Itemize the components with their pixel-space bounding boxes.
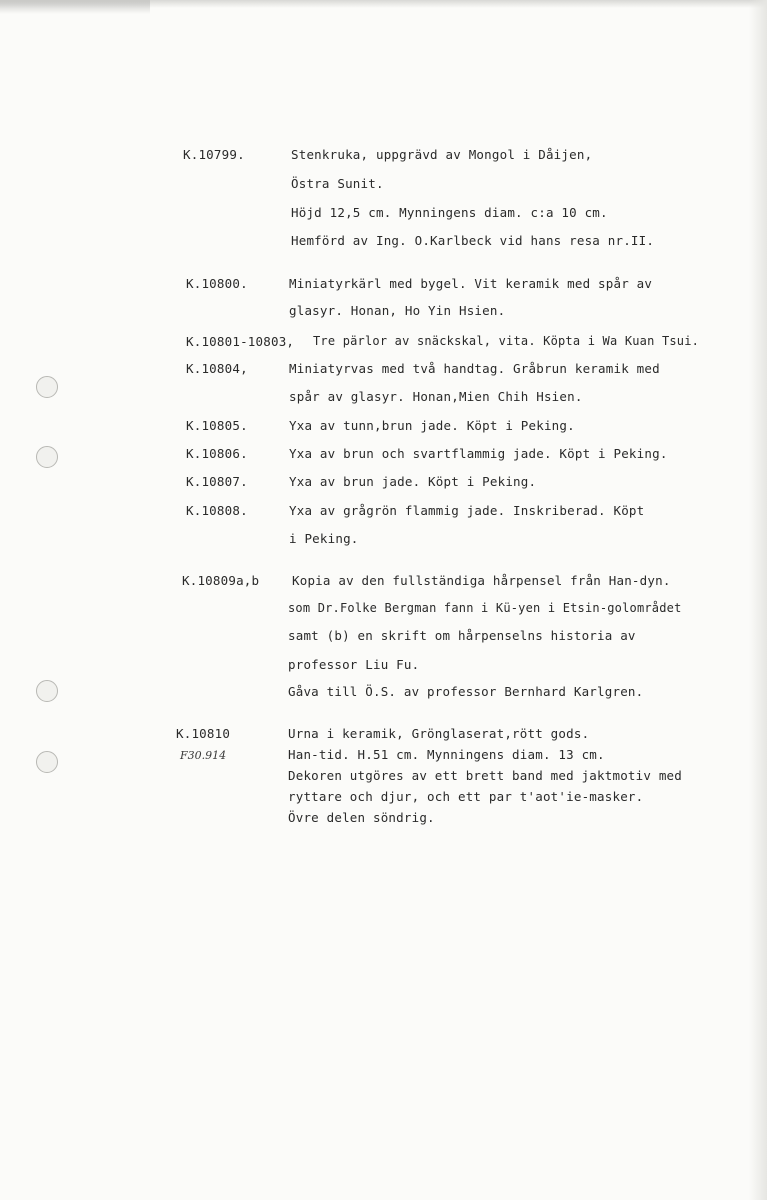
binder-hole-4 [36, 751, 58, 773]
entry-text-line: Miniatyrvas med två handtag. Gråbrun keramik med [289, 361, 660, 376]
entry-text-line: Urna i keramik, Grönglaserat,rött gods. [288, 726, 590, 741]
entry-text-line: Yxa av tunn,brun jade. Köpt i Peking. [289, 418, 575, 433]
page-corner-mark [0, 0, 150, 14]
entry-text-line: Han-tid. H.51 cm. Mynningens diam. 13 cm. [288, 747, 605, 762]
entry-number: K.10810 [176, 726, 231, 741]
binder-hole-3 [36, 680, 58, 702]
entry-text-line: Gåva till Ö.S. av professor Bernhard Karlgren. [288, 684, 644, 699]
handwritten-annotation: F30.914 [180, 749, 227, 762]
entry-number: K.10800. [186, 276, 248, 291]
entry-text-line: spår av glasyr. Honan,Mien Chih Hsien. [289, 389, 583, 404]
entry-text-line: i Peking. [289, 531, 359, 546]
entry-text-line: professor Liu Fu. [288, 657, 420, 672]
entry-text-line: Yxa av brun jade. Köpt i Peking. [289, 474, 537, 489]
entry-number: K.10801-10803, [186, 334, 295, 349]
entry-text-line: ryttare och djur, och ett par t'aot'ie-masker. [288, 789, 644, 804]
entry-number: K.10808. [186, 503, 248, 518]
entry-number: K.10804, [186, 361, 248, 376]
entry-text-line: Höjd 12,5 cm. Mynningens diam. c:a 10 cm. [291, 205, 608, 220]
entry-number: K.10809a,b [182, 573, 260, 588]
entry-text-line: Hemförd av Ing. O.Karlbeck vid hans resa nr.II. [291, 233, 655, 248]
entry-number: K.10807. [186, 474, 248, 489]
entry-text-line: Tre pärlor av snäckskal, vita. Köpta i Wa Kuan Tsui. [313, 334, 700, 348]
entry-number: K.10799. [183, 147, 245, 162]
entry-text-line: Övre delen söndrig. [288, 810, 435, 825]
entry-text-line: Kopia av den fullständiga hårpensel från Han-dyn. [292, 573, 671, 588]
entry-number: K.10805. [186, 418, 248, 433]
entry-text-line: Östra Sunit. [291, 176, 384, 191]
entry-text-line: Yxa av brun och svartflammig jade. Köpt i Peking. [289, 446, 668, 461]
entry-text-line: Stenkruka, uppgrävd av Mongol i Dåijen, [291, 147, 593, 162]
page-right-edge [749, 0, 767, 1200]
entry-text-line: Dekoren utgöres av ett brett band med jaktmotiv med [288, 768, 683, 783]
entry-text-line: som Dr.Folke Bergman fann i Kü-yen i Etsin-golområdet [288, 601, 682, 615]
entry-text-line: Yxa av grågrön flammig jade. Inskriberad. Köpt [289, 503, 645, 518]
entry-number: K.10806. [186, 446, 248, 461]
entry-text-line: glasyr. Honan, Ho Yin Hsien. [289, 303, 506, 318]
entry-text-line: Miniatyrkärl med bygel. Vit keramik med spår av [289, 276, 653, 291]
entry-text-line: samt (b) en skrift om hårpenselns historia av [288, 628, 636, 643]
binder-hole-2 [36, 446, 58, 468]
binder-hole-1 [36, 376, 58, 398]
